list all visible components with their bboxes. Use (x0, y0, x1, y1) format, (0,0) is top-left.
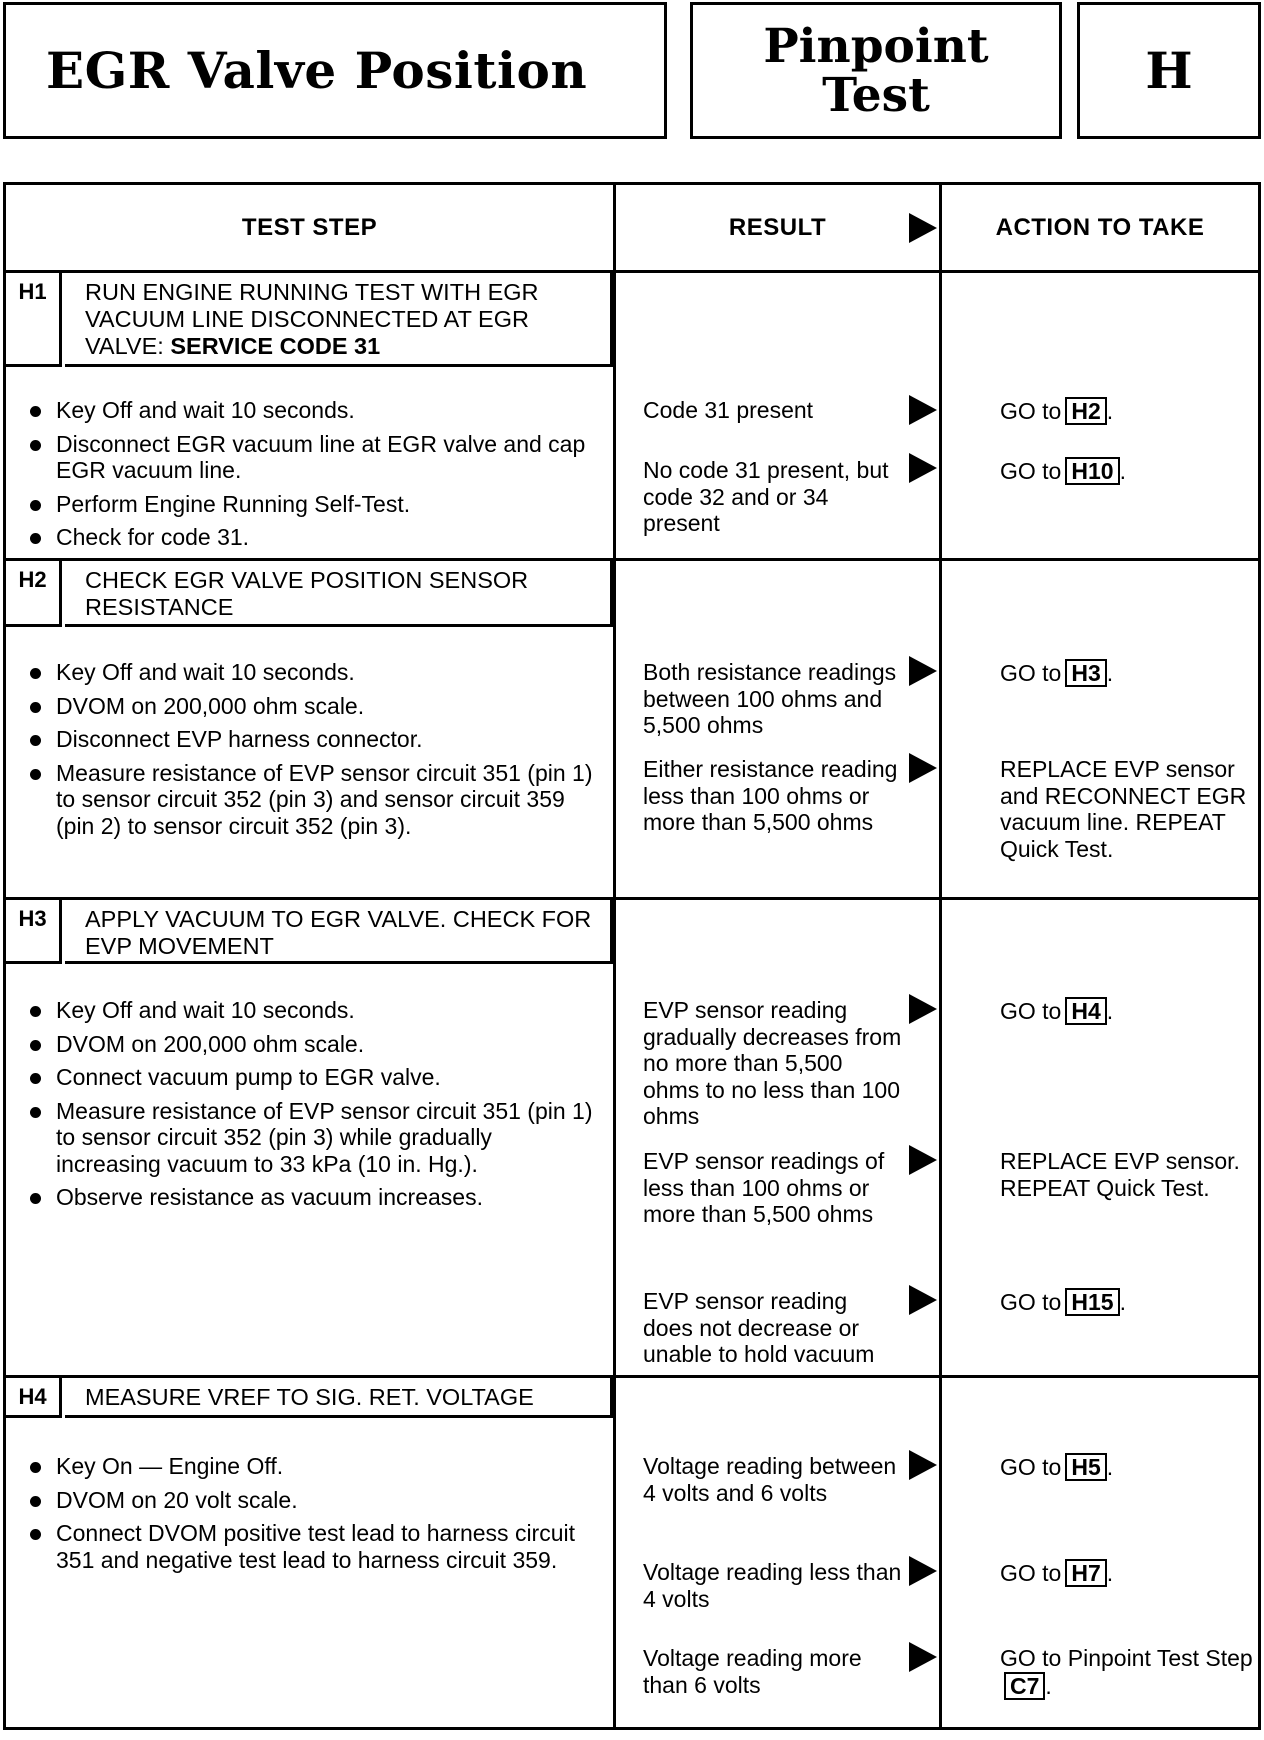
action-text: GO to H5 . (1000, 1454, 1114, 1480)
arrow-icon (909, 1642, 937, 1672)
arrow-icon (909, 994, 937, 1024)
step-id: H3 (6, 900, 62, 964)
step-id: H4 (6, 1378, 62, 1418)
step-instructions (30, 659, 600, 846)
action-text: GO to H7 . (1000, 1560, 1114, 1586)
column-divider (613, 185, 616, 1727)
instruction-item: Connect vacuum pump to EGR valve. (30, 1064, 600, 1091)
instruction-item: Key Off and wait 10 seconds. (30, 397, 600, 424)
step-id: H1 (6, 273, 62, 367)
result-text: EVP sensor readings of less than 100 ohms or more than 5,500 ohms (643, 1148, 885, 1227)
instruction-item: Perform Engine Running Self-Test. (30, 491, 600, 518)
step-ref-badge: H4 (1065, 997, 1106, 1025)
instruction-item: Key Off and wait 10 seconds. (30, 997, 600, 1024)
step-title-text: RUN ENGINE RUNNING TEST WITH EGR VACUUM LINE DISCONNECTED AT EGR VALVE: (85, 279, 539, 359)
result-text: EVP sensor reading gradually decreases from no more than 5,500 ohms to no less than 100 ohms (643, 997, 902, 1129)
step-ref-badge: H5 (1065, 1453, 1106, 1481)
instruction-item: Disconnect EGR vacuum line at EGR valve and cap EGR vacuum line. (30, 431, 600, 484)
arrow-icon (909, 1285, 937, 1315)
go-to-pinpoint-label: GO to Pinpoint Test Step (1000, 1645, 1253, 1671)
pinpoint-test-box (690, 2, 1062, 139)
test-letter-box (1077, 2, 1261, 139)
action-text: GO to H4 . (1000, 998, 1114, 1024)
result-text: EVP sensor reading does not decrease or unable to hold vacuum (643, 1288, 875, 1367)
step-title: APPLY VACUUM TO EGR VALVE. CHECK FOR EVP MOVEMENT (65, 900, 613, 964)
step-ref-badge: H15 (1065, 1288, 1119, 1316)
action-text: GO to H15 . (1000, 1289, 1126, 1315)
go-to-label: GO to (1000, 1289, 1062, 1315)
arrow-icon (909, 453, 937, 483)
arrow-icon (909, 213, 937, 243)
arrow-icon (909, 1450, 937, 1480)
instruction-item: Observe resistance as vacuum increases. (30, 1184, 600, 1211)
step-instructions (30, 397, 600, 558)
arrow-icon (909, 1145, 937, 1175)
go-to-label: GO to (1000, 998, 1062, 1024)
step-ref-badge: H7 (1065, 1559, 1106, 1587)
instruction-item: Measure resistance of EVP sensor circuit 351 (pin 1) to sensor circuit 352 (pin 3) while gradually increasing vacuum to 33 kPa (10 in. Hg.). (30, 1098, 600, 1178)
title-box (3, 2, 667, 139)
result-text: No code 31 present, but code 32 and or 34 present (643, 457, 889, 536)
arrow-icon (909, 753, 937, 783)
result-text: Voltage reading between 4 volts and 6 volts (643, 1453, 897, 1506)
step-title (65, 273, 613, 367)
instruction-item: Key Off and wait 10 seconds. (30, 659, 600, 686)
column-header-result: RESULT (728, 213, 827, 241)
result-text: Either resistance reading less than 100 ohms or more than 5,500 ohms (643, 756, 898, 835)
column-header-action: ACTION TO TAKE (995, 213, 1205, 241)
step-title: MEASURE VREF TO SIG. RET. VOLTAGE (65, 1378, 613, 1418)
step-instructions (30, 1453, 600, 1580)
service-code: SERVICE CODE 31 (170, 333, 381, 359)
go-to-label: GO to (1000, 398, 1062, 424)
step-ref-badge: H10 (1065, 457, 1119, 485)
action-text: GO to H3 . (1000, 660, 1114, 686)
go-to-label: GO to (1000, 1454, 1062, 1480)
instruction-item: DVOM on 200,000 ohm scale. (30, 1031, 600, 1058)
step-id: H2 (6, 561, 62, 627)
arrow-icon (909, 395, 937, 425)
instruction-item: Measure resistance of EVP sensor circuit 351 (pin 1) to sensor circuit 352 (pin 3) and sensor circuit 359 (pin 2) to sensor circuit 352 (pin 3). (30, 760, 600, 840)
result-text: Code 31 present (643, 397, 814, 423)
column-divider (939, 185, 942, 1727)
instruction-item: DVOM on 200,000 ohm scale. (30, 693, 600, 720)
instruction-item: Disconnect EVP harness connector. (30, 726, 600, 753)
result-text: Both resistance readings between 100 ohms and 5,500 ohms (643, 659, 897, 738)
pinpoint-label: Pinpoint (763, 18, 989, 74)
action-text: GO to H10 . (1000, 458, 1126, 484)
step-ref-badge: C7 (1004, 1672, 1045, 1700)
step-ref-badge: H3 (1065, 659, 1106, 687)
go-to-label: GO to (1000, 660, 1062, 686)
instruction-item: DVOM on 20 volt scale. (30, 1487, 600, 1514)
result-text: Voltage reading more than 6 volts (643, 1645, 862, 1698)
go-to-label: GO to (1000, 1560, 1062, 1586)
action-text: GO to Pinpoint Test Step C7 . (1000, 1645, 1253, 1699)
instruction-item: Key On — Engine Off. (30, 1453, 600, 1480)
pinpoint-test-table (3, 182, 1261, 1730)
action-text: REPLACE EVP sensor and RECONNECT EGR vacuum line. REPEAT Quick Test. (1000, 756, 1247, 862)
arrow-icon (909, 1556, 937, 1586)
go-to-label: GO to (1000, 458, 1062, 484)
action-text: GO to H2 . (1000, 398, 1114, 424)
instruction-item: Check for code 31. (30, 524, 600, 551)
instruction-item: Connect DVOM positive test lead to harness circuit 351 and negative test lead to harness circuit 359. (30, 1520, 600, 1573)
result-text: Voltage reading less than 4 volts (643, 1559, 902, 1612)
test-letter: H (1145, 41, 1193, 100)
arrow-icon (909, 656, 937, 686)
step-title: CHECK EGR VALVE POSITION SENSOR RESISTANCE (65, 561, 613, 627)
step-ref-badge: H2 (1065, 397, 1106, 425)
action-text: REPLACE EVP sensor. REPEAT Quick Test. (1000, 1148, 1240, 1201)
step-instructions (30, 997, 600, 1218)
page-title: EGR Valve Position (46, 41, 588, 100)
column-header-test-step: TEST STEP (241, 213, 378, 241)
test-label: Test (822, 67, 930, 123)
